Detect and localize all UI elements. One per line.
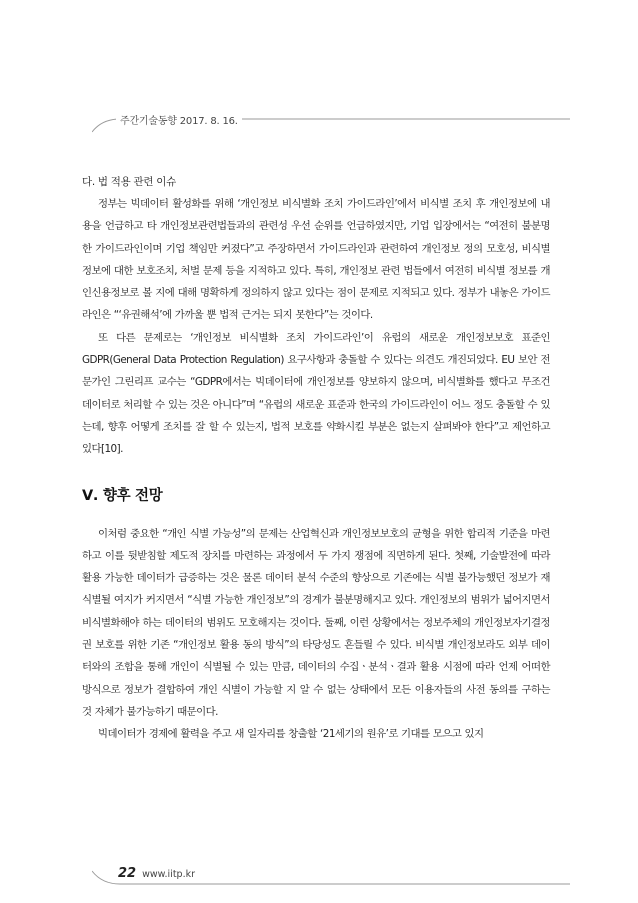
section-title: 다. 법 적용 관련 이슈 bbox=[82, 176, 176, 188]
page-number: 22 bbox=[118, 866, 137, 881]
paragraph: 또 다른 문제로는 ‘개인정보 비식별화 조치 가이드라인’이 유럽의 새로운 개인정보보호 표준인 GDPR(General Data Protection Regulation) 요구사항과 충돌할 수 있다는 의견도 개진되었다. EU 보안 전문가인 그린리프 교수는 “GDPR에서는 빅데이터에 개인정보를 양보하지 않으며, 비식별화를 했다고 무조건 데이터로 처리할 수 있는 것은 아니다”며 “유럽의 새로운 표준과 한국의 가이드라인이 어느 정도 충돌할 수 있는데, 향후 어떻게 조치를 잘 할 수 있는지, 법적 보호를 약화시킬 부분은 없는지 살펴봐야 한다”고 제언하고 있다[10]. bbox=[82, 331, 550, 456]
document-body bbox=[82, 171, 550, 746]
chapter-title: Ⅴ. 향후 전망 bbox=[82, 487, 163, 504]
page-footer bbox=[114, 866, 199, 881]
running-header: 주간기술동향 2017. 8. 16. bbox=[116, 112, 242, 127]
paragraph: 정부는 빅데이터 활성화를 위해 ‘개인정보 비식별화 조치 가이드라인’에서 비식별 조치 후 개인정보에 내용을 언급하고 타 개인정보관련법들과의 관련성 우선 순위를 언급하였지만, 기업 입장에서는 “여전히 불분명한 가이드라인이며 기업 책임만 커졌다”고 주장하면서 가이드라인과 관련하여 개인정보 정의 모호성, 비식별 정보에 대한 보호조치, 처벌 문제 등을 지적하고 있다. 특히, 개인정보 관련 법들에서 여전히 비식별 정보를 개인신용정보로 볼 지에 대해 명확하게 정의하지 않고 있다는 점이 문제로 지적되고 있다. 정부가 내놓은 가이드라인은 “‘유권해석’에 가까울 뿐 법적 근거는 되지 못한다”는 것이다. bbox=[82, 198, 550, 322]
paragraph: 빅데이터가 경제에 활력을 주고 새 일자리를 창출할 ‘21세기의 원유’로 기대를 모으고 있지 bbox=[98, 728, 484, 741]
paragraph: 이처럼 중요한 “개인 식별 가능성”의 문제는 산업혁신과 개인정보보호의 균형을 위한 합리적 기준을 마련하고 이를 뒷받침할 제도적 장치를 마련하는 과정에서 두 가지 쟁점에 직면하게 된다. 첫째, 기술발전에 따라 활용 가능한 데이터가 급증하는 것은 물론 데이터 분석 수준의 향상으로 기존에는 식별 불가능했던 정보가 재식별될 여지가 커지면서 “식별 가능한 개인정보”의 경계가 불분명해지고 있다. 개인정보의 범위가 넓어지면서 비식별화해야 하는 데이터의 범위도 모호해지는 것이다. 둘째, 이런 상황에서는 정보주체의 개인정보자기결정권 보호를 위한 기존 “개인정보 활용 동의 방식”의 타당성도 흔들릴 수 있다. 비식별 개인정보라도 외부 데이터와의 조합을 통해 개인이 식별될 수 있는 만큼, 데이터의 수집ㆍ분석ㆍ결과 활용 시점에 따라 언제 어떠한 방식으로 정보가 결합하여 개인 식별이 가능할 지 알 수 없는 상태에서 모든 이용자들의 사전 동의를 구하는 것 자체가 불가능하기 때문이다. bbox=[82, 527, 550, 718]
site-url: www.iitp.kr bbox=[142, 869, 196, 880]
